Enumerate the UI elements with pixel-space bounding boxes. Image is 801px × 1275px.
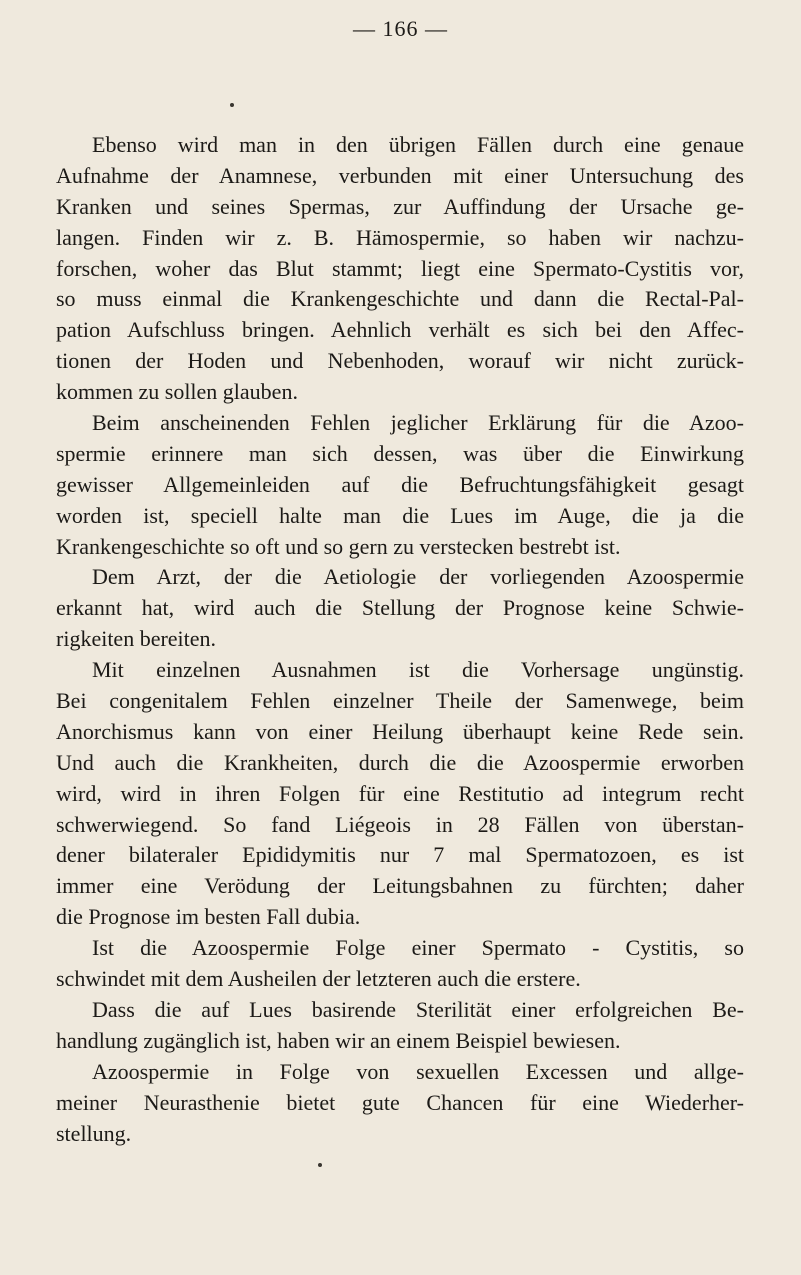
page-number: — 166 — bbox=[353, 16, 448, 41]
text-line: Kranken und seines Spermas, zur Auffindung der Ursache ge- bbox=[56, 193, 744, 219]
text-line: immer eine Verödung der Leitungsbahnen zu fürchten; daher bbox=[56, 873, 744, 899]
text-line: Dass die auf Lues basirende Sterilität einer erfolgreichen Be- bbox=[92, 996, 744, 1022]
text-line: pation Aufschluss bringen. Aehnlich verhält es sich bei den Affec- bbox=[56, 317, 744, 343]
text-line: Beim anscheinenden Fehlen jeglicher Erklärung für die Azoo- bbox=[92, 410, 744, 436]
text-line: Bei congenitalem Fehlen einzelner Theile der Samenwege, beim bbox=[56, 688, 744, 714]
text-line: Dem Arzt, der die Aetiologie der vorliegenden Azoospermie bbox=[92, 564, 744, 590]
ink-speck-top bbox=[230, 103, 234, 107]
text-line: forschen, woher das Blut stammt; liegt eine Spermato-Cystitis vor, bbox=[56, 255, 744, 281]
text-line: tionen der Hoden und Nebenhoden, worauf wir nicht zurück- bbox=[56, 348, 744, 374]
text-line: Azoospermie in Folge von sexuellen Excessen und allge- bbox=[92, 1058, 744, 1084]
text-line: langen. Finden wir z. B. Hämospermie, so haben wir nachzu- bbox=[56, 224, 744, 250]
text-line: Und auch die Krankheiten, durch die die Azoospermie erworben bbox=[56, 749, 744, 775]
text-line: Krankengeschichte so oft und so gern zu verstecken bestrebt ist. bbox=[56, 533, 621, 559]
text-line: meiner Neurasthenie bietet gute Chancen für eine Wiederher- bbox=[56, 1089, 744, 1115]
text-line: so muss einmal die Krankengeschichte und dann die Rectal-Pal- bbox=[56, 286, 744, 312]
text-line: wird, wird in ihren Folgen für eine Restitutio ad integrum recht bbox=[56, 780, 744, 806]
text-line: schwerwiegend. So fand Liégeois in 28 Fällen von überstan- bbox=[56, 811, 744, 837]
text-line: Ebenso wird man in den übrigen Fällen durch eine genaue bbox=[92, 132, 744, 157]
text-line: rigkeiten bereiten. bbox=[56, 626, 217, 652]
text-line: spermie erinnere man sich dessen, was über die Einwirkung bbox=[56, 440, 744, 466]
text-line: die Prognose im besten Fall dubia. bbox=[56, 904, 361, 930]
text-line: Anorchismus kann von einer Heilung überhaupt keine Rede sein. bbox=[56, 718, 744, 744]
ink-speck-bottom bbox=[318, 1163, 322, 1167]
text-line: worden ist, speciell halte man die Lues im Auge, die ja die bbox=[56, 502, 744, 528]
text-line: Ist die Azoospermie Folge einer Spermato - Cystitis, so bbox=[92, 935, 744, 961]
text-line: Mit einzelnen Ausnahmen ist die Vorhersage ungünstig. bbox=[92, 657, 744, 683]
text-line: stellung. bbox=[56, 1120, 132, 1146]
body-text bbox=[56, 130, 744, 1149]
text-line: kommen zu sollen glauben. bbox=[56, 379, 298, 405]
text-line: gewisser Allgemeinleiden auf die Befruchtungsfähigkeit gesagt bbox=[56, 471, 744, 497]
text-line: Aufnahme der Anamnese, verbunden mit einer Untersuchung des bbox=[56, 162, 744, 188]
text-line: erkannt hat, wird auch die Stellung der Prognose keine Schwie- bbox=[56, 595, 744, 621]
text-line: dener bilateraler Epididymitis nur 7 mal Spermatozoen, es ist bbox=[56, 842, 744, 868]
text-line: schwindet mit dem Ausheilen der letzteren auch die erstere. bbox=[56, 966, 581, 992]
text-line: handlung zugänglich ist, haben wir an einem Beispiel bewiesen. bbox=[56, 1027, 621, 1053]
